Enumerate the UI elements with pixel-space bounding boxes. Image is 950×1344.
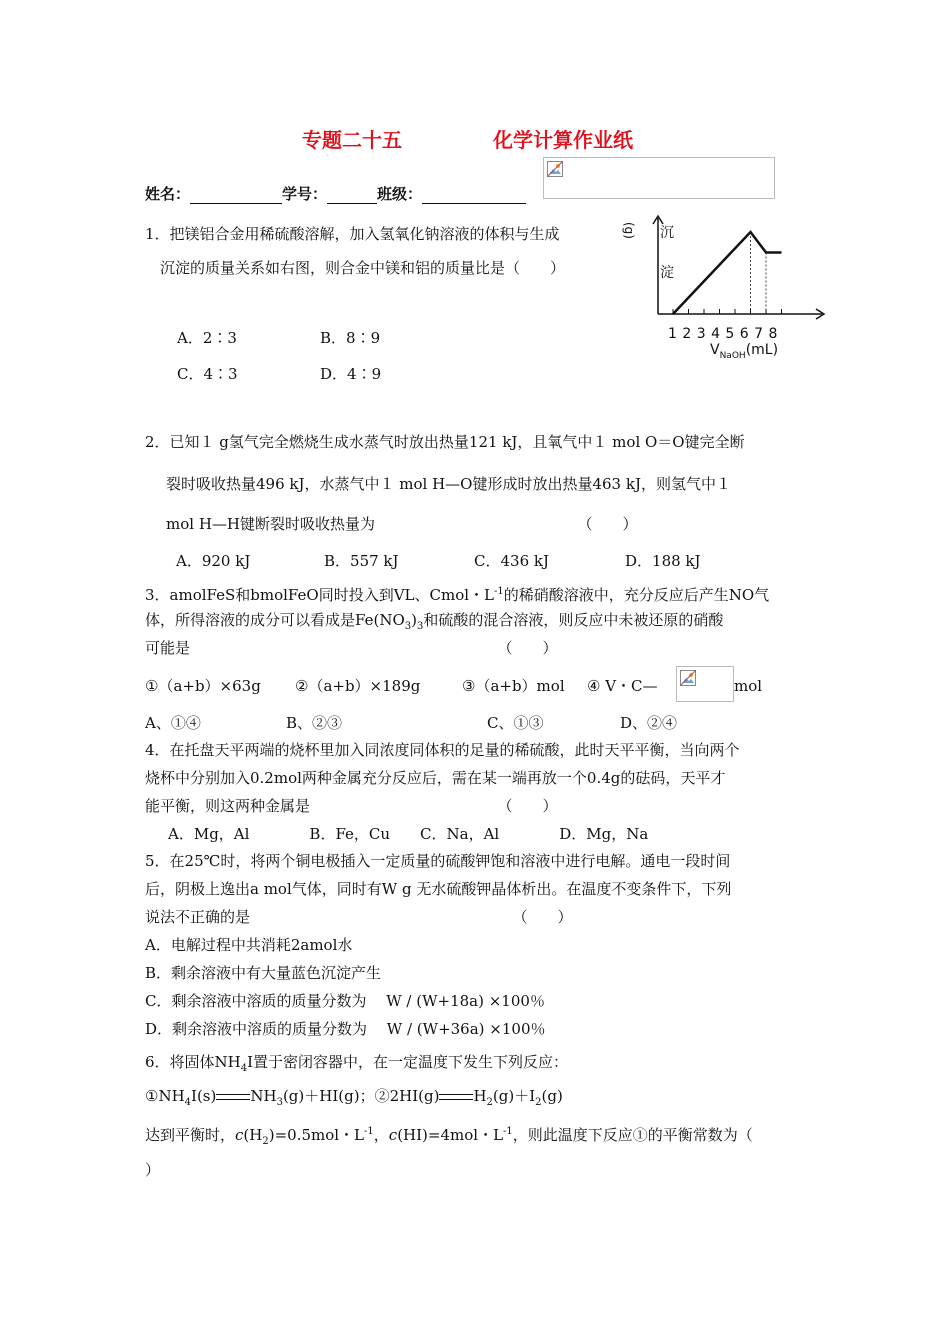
chart-series-line	[673, 232, 782, 314]
class-label: 班级：	[377, 185, 423, 203]
equilibrium-arrow-icon	[439, 1091, 473, 1103]
q3-line3: 可能是 （ ）	[145, 639, 558, 657]
q6-line3: 达到平衡时，$c(H_2)=0.5mol$・$L^{-1}$，c(HI)=4mol・$L^{-1}$，则此温度下反应①的平衡常数为（	[145, 1126, 753, 1147]
q3-choice-4-unit: mol	[734, 677, 763, 695]
q5-option-a: A．电解过程中共消耗2amol水	[145, 936, 353, 954]
id-field[interactable]	[327, 187, 377, 204]
precipitate-chart	[640, 210, 840, 330]
name-label: 姓名：	[145, 185, 191, 203]
title-right: 化学计算作业纸	[493, 128, 633, 152]
q3-option-b: B、②③	[286, 714, 343, 732]
q5-option-c: C．剩余溶液中溶质的质量分数为 W / (W+18a) ×100％	[145, 992, 545, 1010]
broken-image-icon	[547, 161, 563, 177]
image-placeholder	[543, 157, 775, 199]
q1-line2: 沉淀的质量关系如右图，则合金中镁和铝的质量比是（ ）	[160, 259, 566, 277]
student-info-row	[145, 183, 526, 204]
q4-line1: 4．在托盘天平两端的烧杯里加入同浓度同体积的足量的稀硫酸，此时天平平衡，当向两个	[145, 741, 740, 759]
q4-options: A．Mg，Al B．Fe，Cu C．Na，Al D．Mg，Na	[168, 825, 649, 843]
q5-option-d: D．剩余溶液中溶质的质量分数为 W / (W+36a) ×100％	[145, 1020, 546, 1038]
broken-image-icon	[680, 670, 696, 686]
q3-line1: 3．amolFeS和bmolFeO同时投入到VL、Cmol・$L^{-1}$的稀硝酸溶液中，充分反应后产生NO气	[145, 586, 770, 604]
q2-option-d: D．188 kJ	[625, 552, 701, 570]
equilibrium-arrow-icon	[216, 1091, 250, 1103]
q5-option-b: B．剩余溶液中有大量蓝色沉淀产生	[145, 964, 382, 982]
title-left: 专题二十五	[302, 128, 402, 152]
chart-y-label-2: 淀	[660, 265, 674, 281]
q2-line2: 裂时吸收热量496 kJ，水蒸气中１ mol H—O键形成时放出热量463 kJ，则氢气中１	[166, 475, 731, 493]
q3-option-d: D、②④	[620, 714, 678, 732]
name-field[interactable]	[190, 187, 282, 204]
q2-option-b: B．557 kJ	[324, 552, 399, 570]
q3-choice-2: ②（a+b）×189g	[295, 677, 421, 695]
q2-option-c: C．436 kJ	[474, 552, 549, 570]
q6-line4: ）	[145, 1161, 161, 1179]
q6-line1: 6．将固体$NH_4I$置于密闭容器中，在一定温度下发生下列反应：	[145, 1053, 569, 1074]
q3-choice-1: ①（a+b）×63g	[145, 677, 261, 695]
q4-line2: 烧杯中分别加入0.2mol两种金属充分反应后，需在某一端再放一个0.4g的砝码，天平才	[145, 769, 726, 787]
formula-image-placeholder	[676, 666, 734, 702]
chart-y-label-1: 沉	[660, 225, 674, 241]
q1-option-d: D．4∶9	[320, 365, 382, 383]
q1-line1: 1．把镁铝合金用稀硫酸溶解，加入氢氧化钠溶液的体积与生成	[145, 225, 560, 243]
q4-line3: 能平衡，则这两种金属是 （ ）	[145, 797, 558, 815]
q6-reactions: $①NH_4I(s)$ $NH_3(g)+HI(g)$；②2HI(g) $H_2(g)+I_2(g)$	[145, 1087, 563, 1108]
q3-choice-4: ④ V・C—	[587, 677, 658, 695]
q2-option-a: A．920 kJ	[176, 552, 251, 570]
q5-line1: 5．在25℃时，将两个铜电极插入一定质量的硫酸钾饱和溶液中进行电解。通电一段时间	[145, 852, 731, 870]
q1-option-a: A．2∶3	[177, 329, 237, 347]
q1-option-b: B．8∶9	[320, 329, 381, 347]
q3-option-c: C、①③	[487, 714, 544, 732]
chart-x-label-unit: (mL)	[745, 342, 779, 358]
q1-option-c: C．4∶3	[177, 365, 238, 383]
q2-line1: 2．已知１ g氢气完全燃烧生成水蒸气时放出热量121 kJ，且氧气中１ mol O＝O键完全断	[145, 433, 745, 451]
class-field[interactable]	[422, 187, 526, 204]
chart-y-unit: (g)	[622, 222, 636, 239]
id-label: 学号：	[282, 185, 328, 203]
chart-x-label-sub: NaOH	[719, 350, 746, 361]
q5-line2: 后，阴极上逸出a mol气体，同时有W g 无水硫酸钾晶体析出。在温度不变条件下，下列	[145, 880, 732, 898]
chart-x-ticks: 1 2 3 4 5 6 7 8	[668, 326, 778, 342]
q2-line3: mol H—H键断裂时吸收热量为 （ ）	[166, 515, 638, 533]
q3-option-a: A、①④	[145, 714, 201, 732]
chart-x-label-main: V	[710, 342, 720, 358]
q3-line2: 体，所得溶液的成分可以看成是$Fe(NO_3)_3$和硫酸的混合溶液，则反应中未被还原的硝酸	[145, 611, 724, 632]
q3-choice-3: ③（a+b）mol	[462, 677, 565, 695]
chart-x-label	[710, 342, 778, 361]
q5-line3: 说法不正确的是 （ ）	[145, 908, 573, 926]
